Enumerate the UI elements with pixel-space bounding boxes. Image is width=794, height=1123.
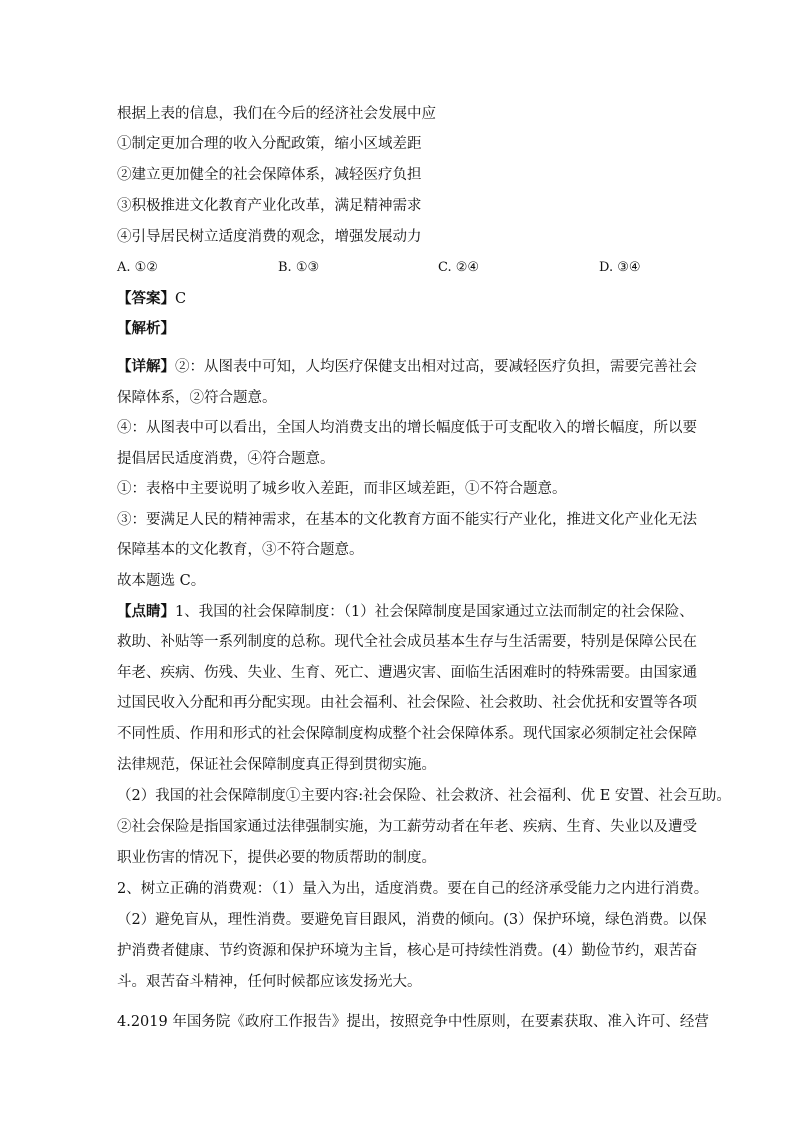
statement-3: ③积极推进文化教育产业化改革，满足精神需求 <box>117 198 422 214</box>
statement-2: ②建立更加健全的社会保障体系，减轻医疗负担 <box>117 167 422 183</box>
points-line-5: 不同性质、作用和形式的社会保障制度构成整个社会保障体系。现代国家必须制定社会保障 <box>117 726 697 742</box>
statement-1: ①制定更加合理的收入分配政策，缩小区域差距 <box>117 136 422 152</box>
detail-line-1 <box>117 357 697 377</box>
detail-line-8: 故本题选 C。 <box>117 573 206 589</box>
option-a: A. ①② <box>117 260 158 275</box>
points-line-13: 斗。艰苦奋斗精神，任何时候都应该发扬光大。 <box>117 974 422 990</box>
option-d: D. ③④ <box>599 260 641 275</box>
question-intro: 根据上表的信息，我们在今后的经济社会发展中应 <box>117 106 436 122</box>
answer-value: C <box>175 291 187 307</box>
points-line-3: 年老、疾病、伤残、失业、生育、死亡、遭遇灾害、面临生活困难时的特殊需要。由国家通 <box>117 665 697 681</box>
detail-line-6: ③：要满足人民的精神需求，在基本的文化教育方面不能实行产业化，推进文化产业化无法 <box>117 512 697 528</box>
points-line-6: 法律规范，保证社会保障制度真正得到贯彻实施。 <box>117 757 436 773</box>
detail-tag: 【详解】 <box>117 358 175 375</box>
detail-line-7: 保障基本的文化教育，③不符合题意。 <box>117 542 364 558</box>
points-line-10: 2、树立正确的消费观：（1）量入为出，适度消费。要在自己的经济承受能力之内进行消费。 <box>117 881 709 897</box>
points-line-9: 职业伤害的情况下，提供必要的物质帮助的制度。 <box>117 850 436 866</box>
analysis-tag: 【解析】 <box>117 320 175 337</box>
points-line-7: （2）我国的社会保障制度①主要内容:社会保险、社会救济、社会福利、优 E 安置、社会互助。 <box>117 788 731 804</box>
option-c: C. ②④ <box>438 260 480 275</box>
next-question: 4.2019 年国务院《政府工作报告》提出，按照竞争中性原则，在要素获取、准入许可、经营 <box>117 1014 709 1030</box>
answer-line <box>117 289 697 309</box>
answer-tag: 【答案】 <box>117 290 175 307</box>
points-tag: 【点睛】 <box>117 603 175 620</box>
points-line-2: 救助、补贴等一系列制度的总称。现代全社会成员基本生存与生活需要，特别是保障公民在 <box>117 634 697 650</box>
points-text: 1、我国的社会保障制度：（1）社会保障制度是国家通过立法而制定的社会保险、 <box>175 604 694 620</box>
detail-line-3: ④：从图表中可以看出，全国人均消费支出的增长幅度低于可支配收入的增长幅度，所以要 <box>117 420 697 436</box>
points-line-11: （2）避免盲从，理性消费。要避免盲目跟风，消费的倾向。(3）保护环境，绿色消费。以保 <box>117 912 707 928</box>
option-b: B. ①③ <box>278 260 320 275</box>
points-line-8: ②社会保险是指国家通过法律强制实施，为工薪劳动者在年老、疾病、生育、失业以及遭受 <box>117 819 697 835</box>
points-line-12: 护消费者健康、节约资源和保护环境为主旨，核心是可持续性消费。(4）勤俭节约，艰苦奋 <box>117 943 698 959</box>
detail-line-5: ①：表格中主要说明了城乡收入差距，而非区域差距，①不符合题意。 <box>117 481 567 497</box>
points-line-4: 过国民收入分配和再分配实现。由社会福利、社会保险、社会救助、社会优抚和安置等各项 <box>117 695 697 711</box>
detail-line-2: 保障体系，②符合题意。 <box>117 390 277 406</box>
detail-line-4: 提倡居民适度消费，④符合题意。 <box>117 451 335 467</box>
statement-4: ④引导居民树立适度消费的观念，增强发展动力 <box>117 229 422 245</box>
analysis-heading <box>117 319 697 339</box>
detail-text: ②：从图表中可知，人均医疗保健支出相对过高，要减轻医疗负担，需要完善社会 <box>175 359 697 375</box>
points-line-1 <box>117 602 697 622</box>
